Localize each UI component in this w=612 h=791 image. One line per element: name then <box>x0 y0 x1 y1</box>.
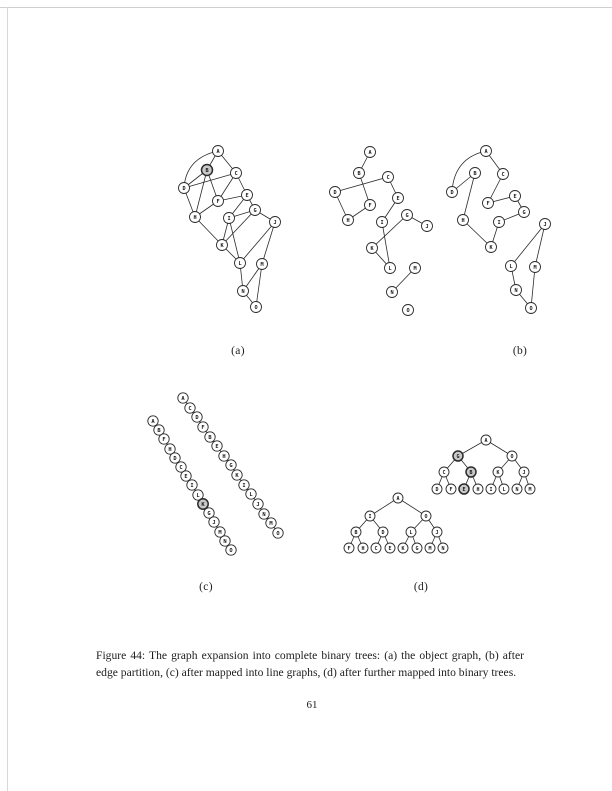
binary-tree-2 <box>344 493 448 553</box>
line-graph-chain-1 <box>178 393 283 538</box>
edge-partition-subgraph-1 <box>330 147 433 316</box>
line-graph-chain-1-node-label-E: E <box>215 443 219 450</box>
edge-partition-subgraph-1-node-label-C: C <box>386 174 390 181</box>
line-graph-chain-1-node-label-H: H <box>222 453 226 460</box>
line-graph-chain-1-node-label-L: L <box>249 491 253 498</box>
edge-partition-subgraph-2-node-label-F: F <box>486 200 490 207</box>
edge-partition-subgraph-1-node-label-L: L <box>388 265 392 272</box>
binary-tree-2-node-label-N: N <box>441 545 445 552</box>
binary-tree-1-node-label-D: D <box>435 486 439 493</box>
line-graph-chain-1-node-label-G: G <box>229 462 233 469</box>
edge-partition-subgraph-2-node-label-M: M <box>533 264 537 271</box>
edge-B-H <box>463 170 477 220</box>
page-number: 61 <box>306 699 318 711</box>
edge-partition-subgraph-2 <box>447 146 551 314</box>
edge-partition-subgraph-1-node-label-G: G <box>405 212 409 219</box>
line-graph-chain-2-node-label-O: O <box>229 547 233 554</box>
line-graph-chain-2-node-label-E: E <box>184 473 188 480</box>
edge-partition-subgraph-1-node-label-N: N <box>390 289 394 296</box>
line-graph-chain-1-node-label-F: F <box>201 424 205 431</box>
figure-caption: Figure 44: The graph expansion into complete binary trees: (a) the object graph, (b) after edge partition, (c) after mapped into line graphs, (d) after further mapped into binary trees. <box>96 649 524 679</box>
line-graph-chain-1-node-label-K: K <box>235 472 239 479</box>
binary-tree-1-node-label-B: B <box>469 469 473 476</box>
line-graph-chain-2-node-label-H: H <box>168 446 172 453</box>
binary-tree-1-node-label-K: K <box>496 469 500 476</box>
binary-tree-2-node-label-G: G <box>415 545 419 552</box>
line-graph-chain-2-node-label-B: B <box>157 427 161 434</box>
edge-partition-subgraph-2-node-label-C: C <box>501 171 505 178</box>
binary-tree-2-node-label-B: B <box>354 529 358 536</box>
object-graph-node-label-B: B <box>205 167 209 174</box>
edge-J-L <box>240 219 277 263</box>
binary-tree-1 <box>432 435 535 494</box>
line-graph-chain-2-node-label-N: N <box>223 538 227 545</box>
edge-partition-subgraph-2-node-label-L: L <box>509 263 513 270</box>
binary-tree-1-node-label-I: I <box>489 486 493 493</box>
object-graph-node-label-A: A <box>216 148 220 155</box>
edge-partition-subgraph-2-node-label-D: D <box>450 189 454 196</box>
line-graph-chain-1-node-label-O: O <box>276 530 280 537</box>
line-graph-chain-2-node-label-I: I <box>190 482 194 489</box>
edge-M-O <box>256 261 264 307</box>
object-graph-node-label-L: L <box>238 260 242 267</box>
binary-tree-1-node-label-G: G <box>456 453 460 460</box>
object-graph-node-label-M: M <box>260 261 264 268</box>
line-graph-chain-2-node-label-G: G <box>207 510 211 517</box>
edge-partition-subgraph-1-node-label-A: A <box>368 149 372 156</box>
edge-partition-subgraph-2-node-label-J: J <box>543 221 547 228</box>
object-graph-node-label-K: K <box>220 242 224 249</box>
binary-tree-1-node-label-E: E <box>462 486 466 493</box>
edge-partition-subgraph-2-node-label-G: G <box>522 209 526 216</box>
binary-tree-2-node-label-H: H <box>361 545 365 552</box>
edge-partition-subgraph-1-node-label-D: D <box>333 189 337 196</box>
object-graph-node-label-E: E <box>245 192 249 199</box>
line-graph-chain-2-node-label-L: L <box>196 492 200 499</box>
edge-partition-subgraph-2-node-label-I: I <box>497 219 501 226</box>
line-graph-chain-2-node-label-D: D <box>173 455 177 462</box>
line-graph-chain-1-node-label-M: M <box>269 520 273 527</box>
line-graph-chain-1-node-label-J: J <box>256 501 260 508</box>
line-graph-chain-2-node-label-C: C <box>179 464 183 471</box>
line-graph-chain-1-node-label-D: D <box>195 414 199 421</box>
object-graph-node-label-H: H <box>193 214 197 221</box>
binary-tree-2-node-label-C: C <box>374 545 378 552</box>
binary-tree-2-node-label-M: M <box>428 545 432 552</box>
edge-partition-subgraph-2-node-label-N: N <box>514 287 518 294</box>
edge-I-L <box>380 219 390 268</box>
edge-partition-subgraph-1-node-label-F: F <box>368 202 372 209</box>
subfigure-label-a: (a) <box>231 345 245 357</box>
edge-partition-subgraph-2-node-label-K: K <box>489 244 493 251</box>
object-graph <box>179 146 281 313</box>
object-graph-node-label-D: D <box>182 185 186 192</box>
binary-tree-1-node-label-H: H <box>476 486 480 493</box>
edge-partition-subgraph-2-node-label-E: E <box>513 193 517 200</box>
edge-partition-subgraph-2-node-label-O: O <box>529 305 533 312</box>
line-graph-chain-1-node-label-B: B <box>208 434 212 441</box>
edge-partition-subgraph-2-node-label-B: B <box>473 170 477 177</box>
object-graph-node-label-N: N <box>241 288 245 295</box>
edge-partition-subgraph-1-node-label-B: B <box>357 170 361 177</box>
binary-tree-1-node-label-F: F <box>449 486 453 493</box>
binary-tree-2-node-label-I: I <box>368 513 372 520</box>
binary-tree-2-node-label-E: E <box>388 545 392 552</box>
line-graph-chain-1-node-label-I: I <box>242 482 246 489</box>
line-graph-chain-2 <box>148 416 236 555</box>
line-graph-chain-2-node-label-A: A <box>151 418 155 425</box>
line-graph-chain-1-node-label-N: N <box>262 511 266 518</box>
binary-tree-2-node-label-D: D <box>381 529 385 536</box>
edge-A-D <box>452 148 488 192</box>
object-graph-node-label-O: O <box>254 304 258 311</box>
binary-tree-1-node-label-M: M <box>528 486 532 493</box>
binary-tree-1-node-label-A: A <box>484 437 488 444</box>
binary-tree-2-node-label-F: F <box>347 545 351 552</box>
object-graph-node-label-I: I <box>227 215 231 222</box>
binary-tree-1-node-label-N: N <box>515 486 519 493</box>
edge-M-O <box>531 264 537 308</box>
edge-partition-subgraph-1-node-label-K: K <box>370 245 374 252</box>
line-graph-chain-2-node-label-F: F <box>162 436 166 443</box>
edge-partition-subgraph-1-node-label-H: H <box>346 217 350 224</box>
edge-partition-subgraph-1-node-label-E: E <box>396 195 400 202</box>
binary-tree-2-node-label-O: O <box>424 513 428 520</box>
edge-partition-subgraph-1-node-label-J: J <box>425 223 429 230</box>
subfigure-label-c: (c) <box>199 581 213 593</box>
binary-tree-2-node-label-L: L <box>409 529 413 536</box>
line-graph-chain-1-node-label-A: A <box>181 395 185 402</box>
line-graph-chain-1-node-label-C: C <box>188 405 192 412</box>
line-graph-chain-2-node-label-K: K <box>201 501 205 508</box>
binary-tree-1-node-label-O: O <box>510 453 514 460</box>
edge-partition-subgraph-2-node-label-H: H <box>461 217 465 224</box>
object-graph-node-label-F: F <box>216 198 220 205</box>
binary-tree-1-node-label-L: L <box>502 486 506 493</box>
edge-partition-subgraph-1-node-label-I: I <box>380 219 384 226</box>
binary-tree-2-node-label-A: A <box>396 495 400 502</box>
line-graph-chain-2-node-label-J: J <box>212 519 216 526</box>
object-graph-node-label-G: G <box>253 207 257 214</box>
binary-tree-2-node-label-J: J <box>435 529 439 536</box>
object-graph-node-label-C: C <box>234 170 238 177</box>
edge-partition-subgraph-2-node-label-A: A <box>484 148 488 155</box>
object-graph-node-label-J: J <box>273 219 277 226</box>
subfigure-label-d: (d) <box>413 581 429 593</box>
subfigure-label-b: (b) <box>512 345 528 357</box>
edge-partition-subgraph-1-node-label-O: O <box>406 307 410 314</box>
edge-partition-subgraph-1-node-label-M: M <box>413 265 417 272</box>
edge-I-L <box>227 215 240 263</box>
binary-tree-2-node-label-K: K <box>401 545 405 552</box>
line-graph-chain-2-node-label-M: M <box>218 529 222 536</box>
binary-tree-1-node-label-J: J <box>522 469 526 476</box>
binary-tree-1-node-label-C: C <box>442 469 446 476</box>
edge-J-M <box>262 219 277 264</box>
